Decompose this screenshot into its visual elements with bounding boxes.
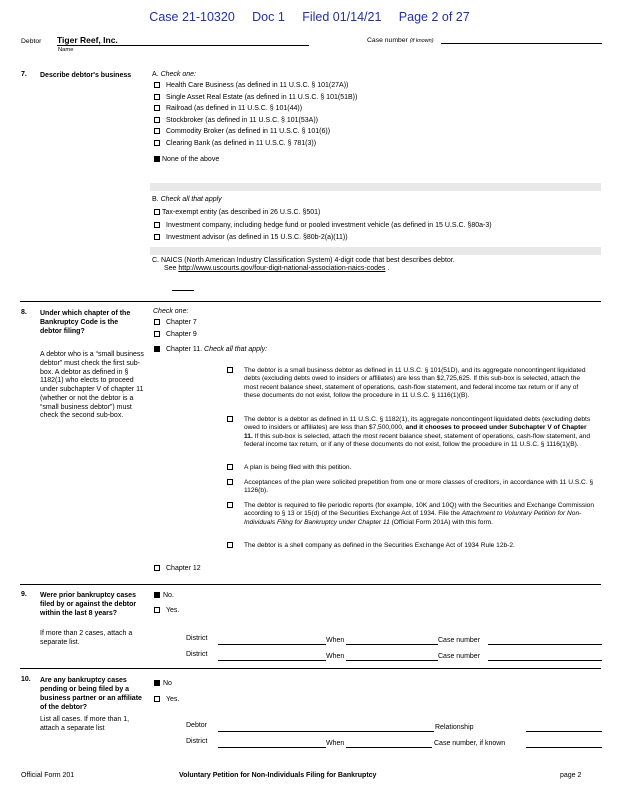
q9-number: 9.: [21, 591, 27, 598]
q7-a-option-checkbox[interactable]: [154, 140, 160, 146]
chapter-12-checkbox[interactable]: [154, 565, 160, 571]
q8-number: 8.: [21, 309, 27, 316]
plan-filed-text: A plan is being filed with this petition.: [244, 464, 352, 471]
periodic-reports-text: The debtor is required to file periodic reports (for example, 10K and 10Q) with the Securities and Exchange Commission according to § 13 or 15(d) of the Securities Exchange Act of 1934. File the Attachment to Voluntary Petition for Non-Individuals Filing for Bankruptcy under Chapter 11 (Official Form 201A) with this form.: [244, 502, 595, 526]
q7-a-option-checkbox[interactable]: [154, 117, 160, 123]
court-filing-stamp: [0, 10, 619, 25]
q10-district-field[interactable]: [218, 747, 326, 748]
q9-when-label: When: [326, 637, 345, 644]
q9-yes-label: Yes.: [166, 607, 180, 614]
q10-case-number-label: Case number, if known: [434, 740, 506, 747]
q10-debtor-field[interactable]: [218, 731, 434, 732]
case-number-field[interactable]: [441, 43, 602, 44]
naics-reference: See http://www.uscourts.gov/four-digit-national-association-naics-codes .: [164, 265, 390, 272]
q9-title: Were prior bankruptcy cases filed by or against the debtor within the last 8 years?: [40, 592, 137, 618]
case-number-label: Case number (if known): [367, 37, 434, 44]
q9-case-number-label: Case number: [438, 637, 481, 644]
q10-no-label: No: [163, 680, 172, 687]
q9-when-field[interactable]: [346, 644, 438, 645]
q7-b-option-label: Investment company, including hedge fund or pooled investment vehicle (as defined in 15 U.S.C. §80a-3): [166, 222, 492, 229]
chapter-7-checkbox[interactable]: [154, 319, 160, 325]
q9-district-field[interactable]: [218, 660, 326, 661]
plan-filed-checkbox[interactable]: [227, 464, 233, 470]
footer-form-title: Voluntary Petition for Non-Individuals Filing for Bankruptcy: [179, 772, 377, 779]
q7-b-option-checkbox[interactable]: [154, 234, 160, 240]
q9-when-label: When: [326, 653, 345, 660]
small-business-debtor-checkbox[interactable]: [227, 367, 233, 373]
chapter-11-label: Chapter 11. Check all that apply:: [166, 346, 268, 353]
q7-b-option-checkbox[interactable]: [154, 222, 160, 228]
footer-form-number: Official Form 201: [21, 772, 75, 779]
section-divider-band: [150, 183, 601, 191]
name-label: Name: [58, 47, 74, 53]
q10-note: List all cases. If more than 1, attach a separate list: [40, 716, 130, 732]
q10-relationship-field[interactable]: [526, 731, 602, 732]
small-business-debtor-text: The debtor is a small business debtor as defined in 11 U.S.C. § 101(51D), and its aggregate noncontingent liquidated debts (excluding debts owed to insiders or affiliates) are less than $2,725,625. If this sub-box is selected, attach the most recent balance sheet, statement of operations, cash-flow statement, and federal income tax return or if any of these documents do not exist, follow the procedure in 11 U.S.C. § 1116(1)(B).: [244, 367, 586, 400]
q10-yes-checkbox[interactable]: [154, 696, 160, 702]
acceptances-text: Acceptances of the plan were solicited prepetition from one or more classes of creditors, in accordance with 11 U.S.C. § 1126(b).: [244, 479, 594, 495]
q10-relationship-label: Relationship: [435, 724, 474, 731]
q7-a-option-checkbox[interactable]: [154, 128, 160, 134]
case-id: Case 21-10320: [149, 10, 235, 24]
filed-date: Filed 01/14/21: [302, 10, 382, 24]
q7-number: 7.: [21, 71, 27, 78]
shell-company-checkbox[interactable]: [227, 542, 233, 548]
q9-yes-checkbox[interactable]: [154, 607, 160, 613]
q7-b-heading: B. Check all that apply: [152, 196, 222, 203]
naics-code-field[interactable]: [172, 290, 194, 291]
section-separator: [20, 584, 601, 585]
periodic-reports-checkbox[interactable]: [227, 502, 233, 508]
q9-no-label: No.: [163, 592, 174, 599]
q7-a-option-checkbox[interactable]: [154, 105, 160, 111]
q7-a-option-label: Clearing Bank (as defined in 11 U.S.C. § 781(3)): [166, 140, 317, 147]
q7-a-heading: A. Check one:: [152, 71, 196, 78]
q7-a-option-label: None of the above: [162, 156, 220, 163]
q9-case-number-field[interactable]: [488, 660, 602, 661]
naics-link[interactable]: http://www.uscourts.gov/four-digit-national-association-naics-codes: [178, 265, 386, 272]
q9-district-label: District: [186, 635, 208, 642]
shell-company-text: The debtor is a shell company as defined in the Securities Exchange Act of 1934 Rule 12b-2.: [244, 542, 515, 549]
q10-when-label: When: [326, 740, 345, 747]
q9-note: If more than 2 cases, attach a separate list.: [40, 630, 133, 646]
doc-id: Doc 1: [252, 10, 285, 24]
q8-note: A debtor who is a “small business debtor” must check the first sub-box. A debtor as defined in § 1182(1) who elects to proceed under subchapter V of chapter 11 (whether or not the debtor is a “small business debtor”) must check the second sub-box.: [40, 351, 144, 420]
footer-page-number: page 2: [560, 772, 582, 779]
q9-when-field[interactable]: [346, 660, 438, 661]
q7-b-option-label: Investment advisor (as defined in 15 U.S.C. §80b-2(a)(11)): [166, 234, 348, 241]
q10-number: 10.: [21, 676, 31, 683]
q7-a-option-checkbox[interactable]: [154, 94, 160, 100]
q8-instruction: Check one:: [153, 308, 189, 315]
section-separator: [20, 668, 601, 669]
q10-debtor-label: Debtor: [186, 722, 208, 729]
q10-no-checkbox[interactable]: [154, 680, 160, 686]
q7-a-option-label: Commodity Broker (as defined in 11 U.S.C. § 101(6)): [166, 128, 331, 135]
q9-district-field[interactable]: [218, 644, 326, 645]
q7-a-option-label: Health Care Business (as defined in 11 U.S.C. § 101(27A)): [166, 82, 349, 89]
q10-case-number-field[interactable]: [526, 747, 602, 748]
debtor-name-field: [57, 35, 309, 46]
chapter-12-label: Chapter 12: [166, 565, 201, 572]
q7-a-option-label: Single Asset Real Estate (as defined in 11 U.S.C. § 101(51B)): [166, 94, 358, 101]
debtor-label: Debtor: [21, 38, 42, 45]
chapter-7-label: Chapter 7: [166, 319, 197, 326]
q9-no-checkbox[interactable]: [154, 592, 160, 598]
debtor-name: Tiger Reef, Inc.: [57, 35, 118, 45]
chapter-11-checkbox[interactable]: [154, 346, 160, 352]
subchapter-v-text: The debtor is a debtor as defined in 11 U.S.C. § 1182(1), its aggregate noncontingent liquidated debts (excluding debts owed to insiders or affiliates) are less than $7,500,000, and it chooses to proceed under Subchapter V of Chapter 11. If this sub-box is selected, attach the most recent balance sheet, statement of operations, cash-flow statement, and federal income tax return, or if any of these documents do not exist, follow the procedure in 11 U.S.C. § 1116(1)(B).: [244, 416, 591, 449]
q7-a-option-checkbox[interactable]: [154, 82, 160, 88]
q9-district-label: District: [186, 651, 208, 658]
q10-yes-label: Yes.: [166, 696, 180, 703]
naics-question: C. NAICS (North American Industry Classification System) 4-digit code that best describes debtor.: [152, 257, 455, 264]
page-count: Page 2 of 27: [398, 10, 470, 24]
q7-title: Describe debtor's business: [40, 72, 132, 79]
section-divider-band: [150, 247, 601, 255]
q9-case-number-field[interactable]: [488, 644, 602, 645]
none-of-the-above-checkbox[interactable]: [154, 156, 160, 162]
q10-district-label: District: [186, 738, 208, 745]
q8-title: Under which chapter of the Bankruptcy Code is the debtor filing?: [40, 310, 131, 336]
q10-when-field[interactable]: [346, 747, 432, 748]
section-separator: [20, 301, 601, 302]
q7-b-option-label: Tax-exempt entity (as described in 26 U.S.C. §501): [162, 209, 321, 216]
subchapter-v-checkbox[interactable]: [227, 416, 233, 422]
q7-a-option-label: Railroad (as defined in 11 U.S.C. § 101(44)): [166, 105, 303, 112]
chapter-9-checkbox[interactable]: [154, 331, 160, 337]
chapter-9-label: Chapter 9: [166, 331, 197, 338]
q7-a-option-label: Stockbroker (as defined in 11 U.S.C. § 101(53A)): [166, 117, 319, 124]
q7-b-option-checkbox[interactable]: [154, 209, 160, 215]
q9-case-number-label: Case number: [438, 653, 481, 660]
q10-title: Are any bankruptcy cases pending or being filed by a business partner or an affiliate of the debtor?: [40, 677, 142, 712]
acceptances-checkbox[interactable]: [227, 479, 233, 485]
